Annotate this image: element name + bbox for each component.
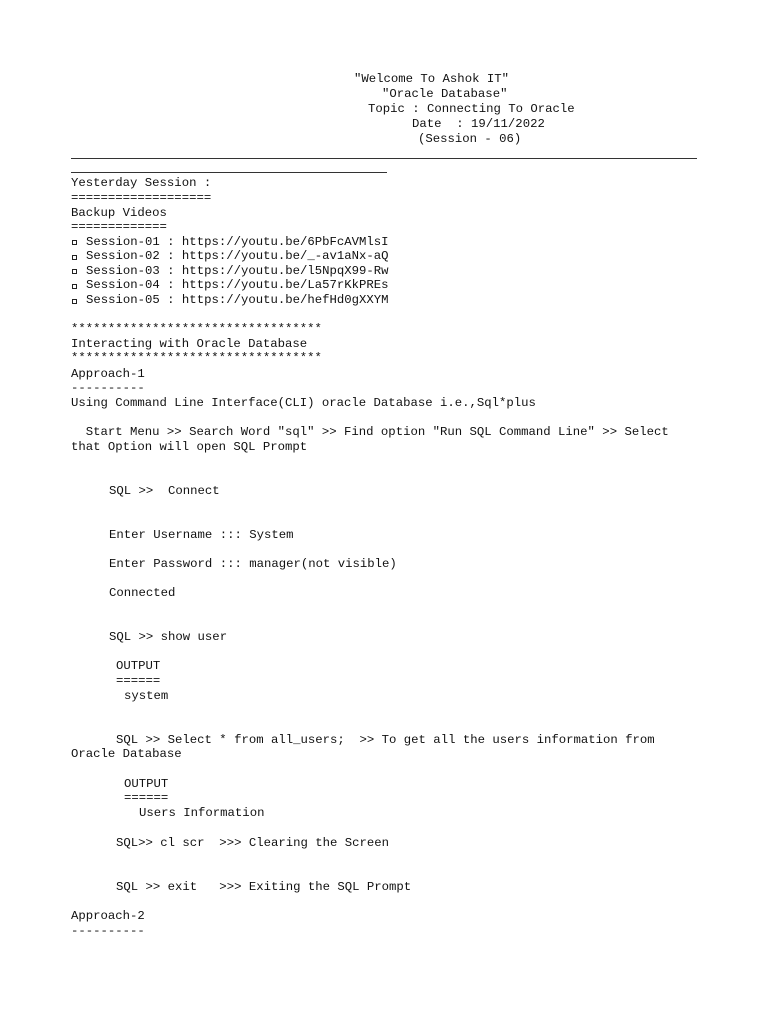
yesterday-title: Yesterday Session :: [71, 176, 212, 190]
approach2-underline: ----------: [71, 924, 145, 938]
sql-show-user-command: SQL >> show user: [109, 630, 228, 644]
divider-short: [71, 172, 387, 173]
session-link-item[interactable]: Session-04 : https://youtu.be/La57rKkPREs: [86, 278, 389, 292]
sql-connect-command: SQL >> Connect: [109, 484, 220, 498]
session-link-item[interactable]: Session-02 : https://youtu.be/_-av1aNx-aQ: [86, 249, 389, 263]
output2-label: OUTPUT: [124, 777, 169, 791]
approach1-underline: ----------: [71, 381, 145, 395]
output1-underline: ======: [116, 674, 161, 688]
output1-label: OUTPUT: [116, 659, 161, 673]
bullet-icon: [72, 299, 77, 304]
output2-underline: ======: [124, 791, 169, 805]
section-stars-bottom: **********************************: [71, 351, 322, 365]
section-title: Interacting with Oracle Database: [71, 337, 308, 351]
approach1-steps-line1: Start Menu >> Search Word "sql" >> Find option "Run SQL Command Line" >> Select: [71, 425, 669, 439]
header-welcome: "Welcome To Ashok IT": [354, 72, 509, 86]
enter-username-line: Enter Username ::: System: [109, 528, 294, 542]
header-topic: Topic : Connecting To Oracle: [368, 102, 575, 116]
backup-title: Backup Videos: [71, 206, 167, 220]
yesterday-underline: ===================: [71, 191, 212, 205]
bullet-icon: [72, 269, 77, 274]
header-course: "Oracle Database": [382, 87, 508, 101]
session-link-item[interactable]: Session-03 : https://youtu.be/l5NpqX99-Rw: [86, 264, 389, 278]
approach1-description: Using Command Line Interface(CLI) oracle Database i.e.,Sql*plus: [71, 396, 536, 410]
header-date: Date : 19/11/2022: [412, 117, 545, 131]
approach1-title: Approach-1: [71, 367, 145, 381]
sql-clear-command: SQL>> cl scr >>> Clearing the Screen: [116, 836, 390, 850]
approach1-steps-line2: that Option will open SQL Prompt: [71, 440, 308, 454]
session-link-item[interactable]: Session-01 : https://youtu.be/6PbFcAVMlsI: [86, 235, 389, 249]
enter-password-line: Enter Password ::: manager(not visible): [109, 557, 397, 571]
section-stars-top: **********************************: [71, 322, 322, 336]
sql-select-command: SQL >> Select * from all_users; >> To get all the users information from: [116, 733, 655, 747]
sql-exit-command: SQL >> exit >>> Exiting the SQL Prompt: [116, 880, 412, 894]
bullet-icon: [72, 284, 77, 289]
session-link-item[interactable]: Session-05 : https://youtu.be/hefHd0gXXYM: [86, 293, 389, 307]
sql-select-command-cont: Oracle Database: [71, 747, 182, 761]
approach2-title: Approach-2: [71, 909, 145, 923]
connected-status: Connected: [109, 586, 176, 600]
backup-underline: =============: [71, 220, 167, 234]
output1-value: system: [124, 689, 169, 703]
bullet-icon: [72, 255, 77, 260]
bullet-icon: [72, 240, 77, 245]
output2-value: Users Information: [139, 806, 265, 820]
divider-long: [71, 158, 697, 159]
header-session: (Session - 06): [418, 132, 522, 146]
